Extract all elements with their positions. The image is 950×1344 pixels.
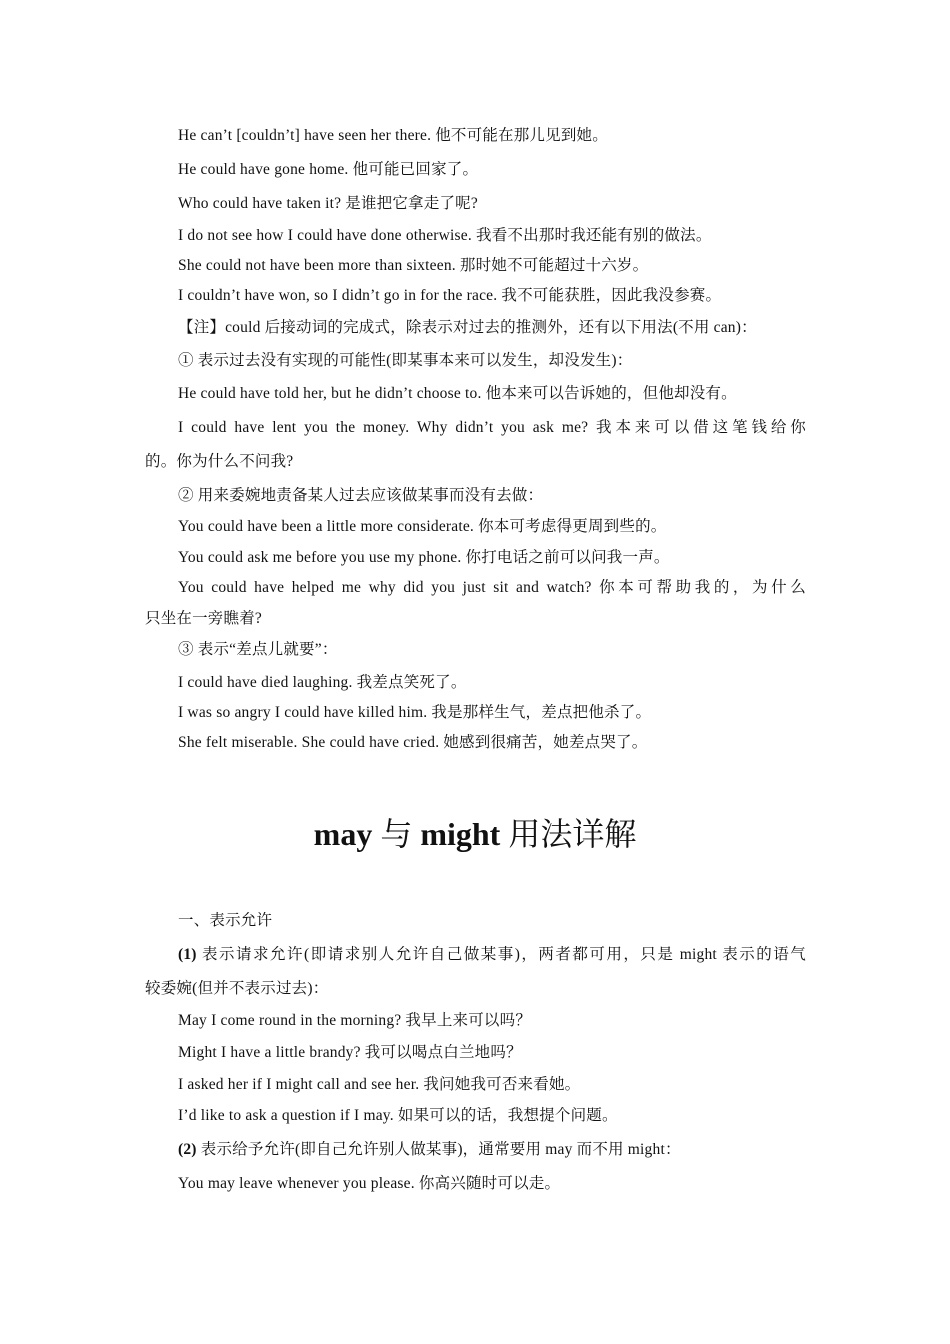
item-1-continued: 较委婉(但并不表示过去)： xyxy=(145,980,329,997)
example-line: Might I have a little brandy? 我可以喝点白兰地吗？ xyxy=(178,1044,522,1061)
heading-connector: 与 xyxy=(372,816,421,852)
example-line: He can’t [couldn’t] have seen her there. 他不可能在那儿见到她。 xyxy=(178,127,608,144)
heading-might: might xyxy=(420,816,501,852)
example-line: I do not see how I could have done otherwise. 我看不出那时我还能有别的做法。 xyxy=(178,227,712,244)
example-line: He could have told her, but he didn’t choose to. 他本来可以告诉她的，但他却没有。 xyxy=(178,385,737,402)
example-line: He could have gone home. 他可能已回家了。 xyxy=(178,161,479,178)
example-line: You could have helped me why did you just sit and watch? 你本可帮助我的，为什么 xyxy=(178,579,806,596)
note-line: 【注】could 后接动词的完成式，除表示对过去的推测外，还有以下用法(不用 can)： xyxy=(178,319,757,336)
example-line: You may leave whenever you please. 你高兴随时可以走。 xyxy=(178,1175,561,1192)
example-line: I asked her if I might call and see her. 我问她我可否来看她。 xyxy=(178,1076,581,1093)
heading-suffix: 用法详解 xyxy=(500,816,637,852)
example-line: She felt miserable. She could have cried. 她感到很痛苦，她差点哭了。 xyxy=(178,734,648,751)
example-line: You could have been a little more considerate. 你本可考虑得更周到些的。 xyxy=(178,518,667,535)
example-line: I’d like to ask a question if I may. 如果可以的话，我想提个问题。 xyxy=(178,1107,618,1124)
example-line: I could have lent you the money. Why didn’t you ask me? 我本来可以借这笔钱给你 xyxy=(178,419,806,436)
example-line: Who could have taken it? 是谁把它拿走了呢? xyxy=(178,195,478,212)
item-1 xyxy=(178,945,806,965)
item-number: (2) xyxy=(178,1141,197,1158)
example-line-continued: 只坐在一旁瞧着? xyxy=(145,610,262,627)
subheading: 一、表示允许 xyxy=(178,912,273,929)
example-line: I couldn’t have won, so I didn’t go in for the race. 我不可能获胜，因此我没参赛。 xyxy=(178,287,722,304)
heading-may: may xyxy=(313,816,373,852)
item-2 xyxy=(178,1140,681,1160)
section-heading xyxy=(0,812,950,856)
example-line: May I come round in the morning? 我早上来可以吗？ xyxy=(178,1012,532,1029)
usage-point-3: ③ 表示“差点儿就要”： xyxy=(178,641,338,658)
usage-point-2: ② 用来委婉地责备某人过去应该做某事而没有去做： xyxy=(178,487,544,504)
example-line: I was so angry I could have killed him. 我是那样生气，差点把他杀了。 xyxy=(178,704,652,721)
item-text: 表示请求允许(即请求别人允许自己做某事)，两者都可用，只是 might 表示的语气 xyxy=(196,946,806,963)
item-text: 表示给予允许(即自己允许别人做某事)，通常要用 may 而不用 might： xyxy=(196,1141,681,1158)
example-line-continued: 的。你为什么不问我? xyxy=(145,453,294,470)
example-line: You could ask me before you use my phone. 你打电话之前可以问我一声。 xyxy=(178,549,670,566)
usage-point-1: ① 表示过去没有实现的可能性(即某事本来可以发生，却没发生)： xyxy=(178,352,633,369)
item-number: (1) xyxy=(178,946,197,963)
example-line: I could have died laughing. 我差点笑死了。 xyxy=(178,674,467,691)
example-line: She could not have been more than sixteen. 那时她不可能超过十六岁。 xyxy=(178,257,649,274)
